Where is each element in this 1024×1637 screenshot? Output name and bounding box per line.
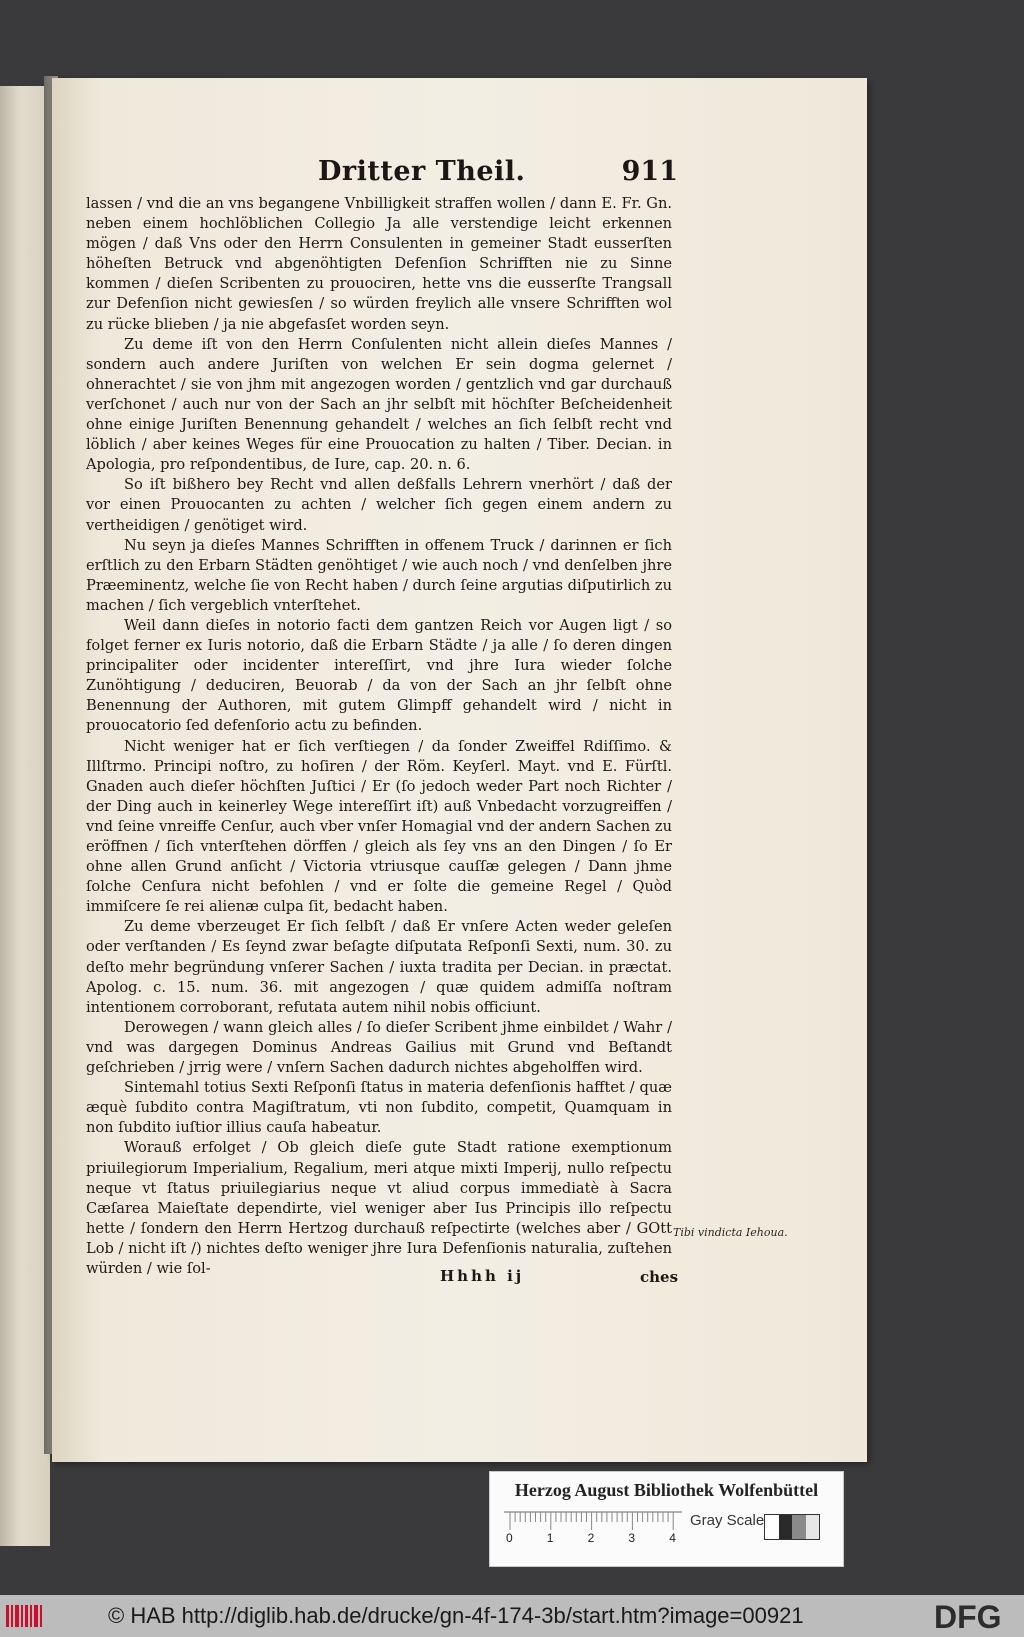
ruler-label: 2	[587, 1531, 595, 1544]
paragraph: Sintemahl totius Sexti Reſponſi ſtatus in materia defenſionis hafftet / quæ æquè ſubdito contra Magiſtratum, vti non ſubdito, competit, Quamquam in non ſubdito iuſtior illius cauſa habeatur.	[86, 1079, 672, 1137]
facing-page-edge	[0, 86, 50, 1546]
color-calibration-bar	[489, 1471, 844, 1567]
paragraph: Zu deme vberzeuget Er ſich ſelbſt / daß Er vnſere Acten weder geleſen oder verſtanden / Es ſeynd zwar beſagte diſputata Reſponſi Sexti, num. 30. zu deſto mehr begründung vnſerer Sachen / iuxta tradita per Decian. in præctat. Apolog. c. 15. num. 36. mit angezogen / quæ quidem admiſſa noſtram intentionem corroborant, refutata autem nihil nobis officiunt.	[86, 918, 672, 1016]
paragraph: Derowegen / wann gleich alles / ſo dieſer Scribent jhme einbildet / Wahr / vnd was dargegen Dominus Andreas Gailius mit Grund vnd Beſtandt geſchrieben / jrrig were / vnſern Sachen dadurch nichtes abgeholffen wird.	[86, 1018, 672, 1077]
gray-patch	[765, 1515, 779, 1539]
gray-patches	[764, 1514, 820, 1540]
signature-mark: Hhhh ij	[440, 1267, 525, 1285]
dfg-logo	[934, 1599, 1018, 1633]
paragraph: Zu deme iſt von den Herrn Conſulenten nicht allein dieſes Mannes / sondern auch andere Juriſten von welchen Er sein dogma gelernet / ohnerachtet / sie von jhm mit angezogen worden / gentzlich vnd gar durchauß verſchonet / auch nur von der Sach an jhr selbſt mit höchſter Beſcheidenheit ohne einige Juriſten Benennung gehandelt / welches an ſich ſelbſt recht vnd löblich / aber keines Weges für eine Prouocation zu halten / Tiber. Decian. in Apologia, pro reſpondentibus, de Iure, cap. 20. n. 6.	[86, 335, 672, 474]
viewer-footer	[0, 1595, 1024, 1637]
ruler-label: 1	[546, 1531, 554, 1544]
copyright-url: © HAB http://diglib.hab.de/drucke/gn-4f-174-3b/start.htm?image=00921	[108, 1603, 804, 1628]
paragraph: Nicht weniger hat er ſich verſtiegen / da ſonder Zweiffel Rdiſſimo. & Illſtrmo. Principi noſtro, zu hoſiren / der Röm. Keyſerl. Mayt. vnd E. Fürſtl. Gnaden auch dieſer höchſten Juſtici / Er (ſo jedoch weder Part noch Richter / der Ding auch in keinerley Wege intereſſirt iſt) auß Vnbedacht vorzugreiffen / vnd ſeine vnreiffe Cenſur, auch vber vnſer Homagial vnd der andern Sachen zu eröffnen / ſich vnterſtehen dörffen / gleich als ſey vns an den Dingen / ſo Er ohne allen Grund anſicht / Victoria vtriusque cauſſæ gelegen / Dann jhme ſolche Cenſura nicht befohlen / vnd er ſolte die gemeine Regel / Quòd immiſcere ſe rei alienæ culpa ſit, bedacht haben.	[86, 737, 672, 916]
margin-note: Tibi vindicta Iehoua.	[673, 1226, 788, 1239]
scale-ruler	[504, 1510, 682, 1544]
running-head	[318, 156, 678, 196]
paragraph: Weil dann dieſes in notorio facti dem gantzen Reich vor Augen ligt / so folget ferner ex Iuris notorio, daß die Erbarn Städte / ja alle / ſo deren dingen principaliter oder incidenter intereſſirt, vnd jhre Iura wieder ſolche Zunöhtigung / deduciren, Beuorab / da von der Sach an jhr ſelbſt ohne Benennung der Authoren, mit gutem Glimpff gehandelt wird / nicht in prouocatorio ſed defenſorio actu zu befinden.	[86, 616, 672, 735]
paragraph: So iſt bißhero bey Recht vnd allen deßfalls Lehrern vnerhört / daß der vor einen Prouocanten zu achten / welcher ſich gegen einem andern zu vertheidigen / genötiget wird.	[86, 476, 672, 534]
ruler-label: 4	[669, 1531, 676, 1544]
paragraph: Worauß erfolget / Ob gleich dieſe gute Stadt ratione exemptionum priuilegiorum Imperialium, Regalium, meri atque mixti Imperij, nullo reſpectu neque vt ſtatus priuilegiarius neque vt aliud corpus immediatè à Sacra Cæſarea Maieſtate dependirte, viel weniger aber Ius Principis illo reſpectu hette / ſondern den Herrn Hertzog durchauß reſpectirte (welches aber / GOtt Lob / nicht iſt /) nichtes deſto weniger jhre Iura Defenſionis naturalia, zuſtehen würden / wie ſol-	[86, 1139, 672, 1277]
gray-scale-label: Gray Scale	[690, 1512, 765, 1529]
gray-patch	[806, 1515, 820, 1539]
svg-text:DFG: DFG	[934, 1599, 1002, 1633]
ruler-label: 3	[628, 1531, 636, 1544]
running-head-title: Dritter Theil.	[318, 156, 526, 187]
paragraph: Nu seyn ja dieſes Mannes Schrifften in offenem Truck / darinnen er ſich erſtlich zu den Erbarn Städten genöhtiget / wie auch noch / vnd denſelben jhre Præeminentz, welche ſie von Recht haben / durch ſeine argutias diſputirlich zu machen / ſich vergeblich vnterſtehet.	[86, 536, 672, 614]
gray-patch	[779, 1515, 793, 1539]
body-text	[86, 194, 672, 1279]
paragraph: lassen / vnd die an vns begangene Vnbilligkeit straffen wollen / dann E. Fr. Gn. neben einem hochlöblichen Collegio Ja alle verstendige leicht erkennen mögen / daß Vns oder den Herrn Consulenten in gemeiner Stadt eusserſten höheſten Betruck vnd abgenöhtigten Defenſion Schrifften nie zu Sinne kommen / dieſen Scribenten zu prouociren, hette vns die eusserſte Trangsall zur Defenſion nicht gewiesſen / so würden freylich alle vnsere Schrifften wol zu rücke blieben / ja nie abgefasſet worden seyn.	[86, 195, 672, 333]
catchword: ches	[640, 1268, 679, 1286]
library-name: Herzog August Bibliothek Wolfenbüttel	[514, 1480, 819, 1500]
ruler-label: 0	[506, 1531, 513, 1544]
page-number: 911	[621, 156, 678, 187]
gray-patch	[792, 1515, 806, 1539]
hab-barcode-logo	[4, 1601, 48, 1631]
